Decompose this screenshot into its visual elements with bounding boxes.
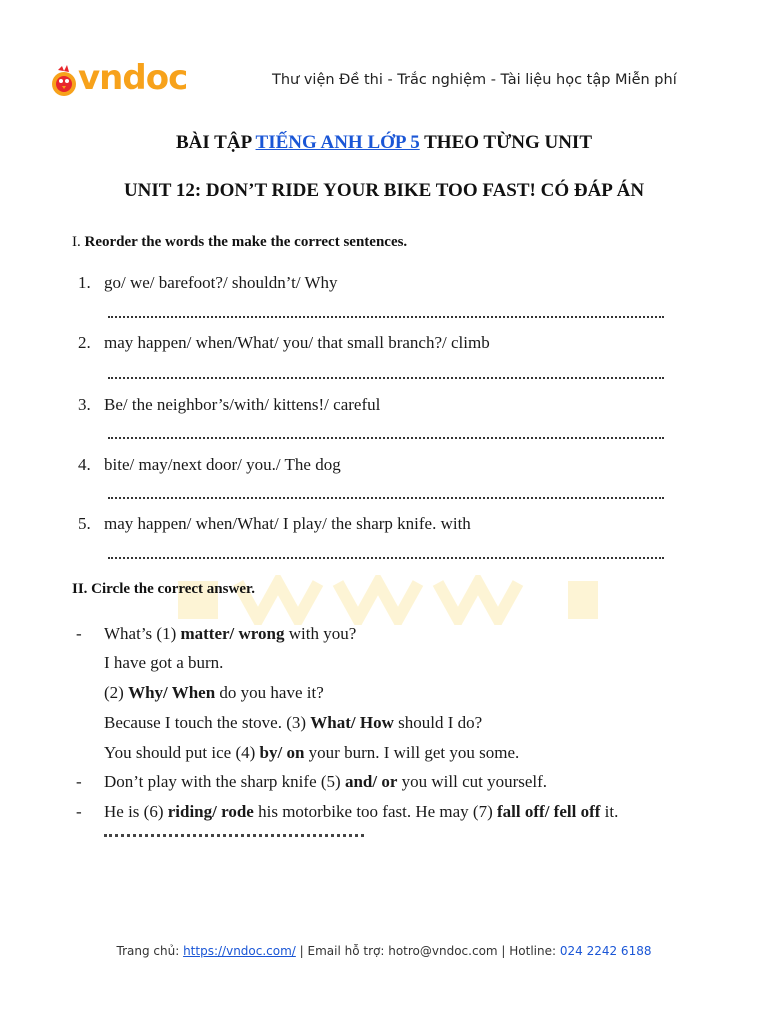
exercise-item (78, 395, 380, 415)
footer-hotline[interactable]: 024 2242 6188 (559, 944, 652, 958)
dialogue-dash: - (76, 802, 82, 821)
section1-prefix: I. (72, 234, 85, 250)
title-suffix: THEO TỪNG UNIT (419, 132, 592, 153)
exercise-item (78, 273, 338, 293)
answer-choice[interactable]: matter/ wrong (180, 624, 285, 643)
vndoc-logo[interactable] (48, 58, 198, 100)
dialogue-line: (2) Why/ When do you have it? (104, 683, 324, 702)
item-number: 4. (78, 455, 91, 474)
item-text: may happen/ when/What/ you/ that small branch?/ climb (104, 333, 490, 352)
item-number: 2. (78, 333, 91, 352)
answer-choice[interactable]: What/ How (310, 713, 394, 732)
exercise-item (78, 514, 471, 534)
dialogue-dash: - (76, 772, 82, 791)
answer-line (108, 497, 664, 499)
chick-mascot-icon (48, 64, 82, 100)
page-footer (0, 944, 768, 958)
title-prefix: BÀI TẬP (175, 132, 256, 153)
dialogue-line: What’s (1) matter/ wrong with you? (104, 624, 357, 643)
dialogue-line: I have got a burn. (104, 653, 224, 672)
dialogue-line: He is (6) riding/ rode his motorbike too fast. He may (7) fall off/ fell off it. (104, 802, 619, 821)
exercise-item (78, 333, 490, 353)
dialogue-line: Because I touch the stove. (3) What/ How should I do? (104, 713, 483, 732)
footer-home-label: Trang chủ: (116, 944, 184, 958)
footer-email: | Email hỗ trợ: hotro@vndoc.com | Hotline: (295, 944, 560, 958)
item-number: 3. (78, 395, 91, 414)
dialogue-dash: - (76, 624, 82, 643)
section2-heading: II. Circle the correct answer. (72, 581, 256, 597)
title-link[interactable]: TIẾNG ANH LỚP 5 (255, 132, 420, 153)
page-subtitle: UNIT 12: DON’T RIDE YOUR BIKE TOO FAST! CÓ ĐÁP ÁN (123, 180, 645, 201)
header-tagline: Thư viện Đề thi - Trắc nghiệm - Tài liệu học tập Miễn phí (272, 72, 677, 88)
section1-title: Reorder the words the make the correct sentences. (84, 234, 408, 250)
item-number: 1. (78, 273, 91, 292)
item-number: 5. (78, 514, 91, 533)
answer-choice[interactable]: fall off/ fell off (497, 802, 601, 821)
answer-choice[interactable]: riding/ rode (167, 802, 254, 821)
answer-choice[interactable]: and/ or (344, 772, 398, 791)
answer-choice[interactable]: by/ on (259, 743, 305, 762)
answer-line (108, 377, 664, 379)
answer-choice[interactable]: Why/ When (128, 683, 216, 702)
page-title (0, 132, 768, 154)
answer-line (108, 316, 664, 318)
logo-wordmark: vndoc (78, 58, 188, 98)
section1-heading (72, 234, 407, 251)
exercise-item (78, 455, 341, 475)
item-text: go/ we/ barefoot?/ shouldn’t/ Why (104, 273, 338, 292)
dialogue-line: You should put ice (4) by/ on your burn. I will get you some. (104, 743, 520, 762)
item-text: Be/ the neighbor’s/with/ kittens!/ careful (104, 395, 381, 414)
footer-home-link[interactable]: https://vndoc.com/ (183, 944, 296, 958)
dialogue-line: Don’t play with the sharp knife (5) and/ or you will cut yourself. (104, 772, 548, 791)
cropped-line-fragment (104, 832, 364, 838)
item-text: may happen/ when/What/ I play/ the sharp knife. with (104, 514, 471, 533)
item-text: bite/ may/next door/ you./ The dog (104, 455, 341, 474)
answer-line (108, 437, 664, 439)
answer-line (108, 557, 664, 559)
